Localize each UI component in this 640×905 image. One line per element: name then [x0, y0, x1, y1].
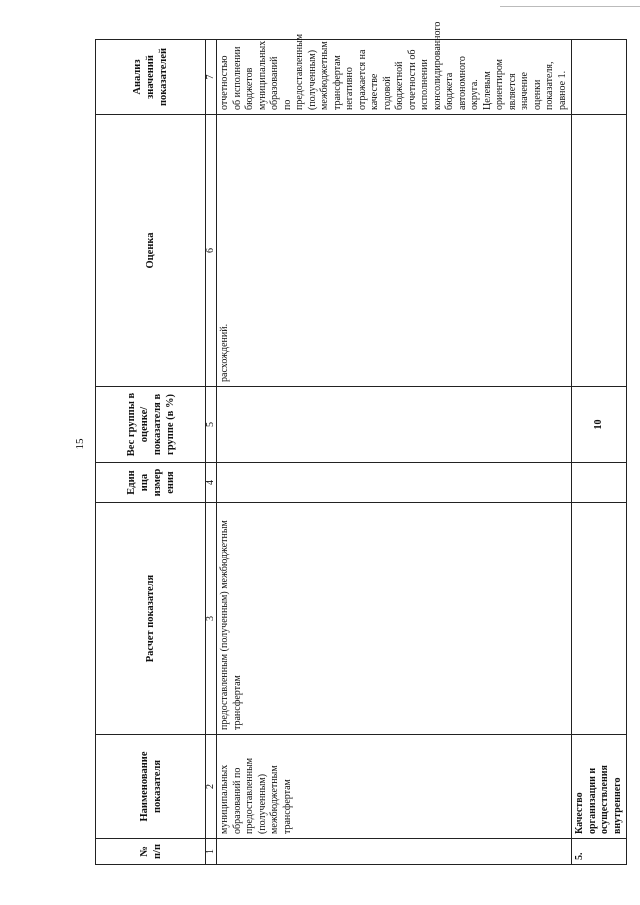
indicator-name: Качество организации и осуществления внутреннего — [572, 735, 627, 839]
header-row — [96, 40, 206, 865]
column-number: 4 — [206, 463, 217, 503]
row-number: 5. — [572, 839, 627, 865]
table-wrapper — [95, 21, 623, 865]
indicator-analysis: отчетностью об исполнении бюджетов муниципальных образований по предоставленным (полученным) межбюджетным трансфертам негативно отражается на качестве годовой бюджетной отчетности об исполнении консолидированного бюджета автономного округа. Целевым ориентиром является значение оценки показателя, равное 1. — [217, 40, 572, 115]
indicator-analysis — [572, 40, 627, 115]
table-row — [572, 40, 627, 865]
column-number: 5 — [206, 387, 217, 463]
indicator-unit — [217, 463, 572, 503]
header-col-score: Оценка — [96, 115, 206, 387]
header-col-analysis: Анализ значений показателей — [96, 40, 206, 115]
header-col-weight: Вес группы в оценке/ показателя в группе (в %) — [96, 387, 206, 463]
column-numbers-row — [206, 40, 217, 865]
column-number: 2 — [206, 735, 217, 839]
rotated-table-area — [95, 21, 623, 865]
header-col-number: № п/п — [96, 839, 206, 865]
header-col-unit: Един ица измер ения — [96, 463, 206, 503]
column-number: 6 — [206, 115, 217, 387]
indicator-calculation: предоставленным (полученным) межбюджетным трансфертам — [217, 503, 572, 735]
indicator-weight: 10 — [572, 387, 627, 463]
column-number: 7 — [206, 40, 217, 115]
header-col-calc: Расчет показателя — [96, 503, 206, 735]
indicator-name: муниципальных образований по предоставленным (полученным) межбюджетным трансфертам — [217, 735, 572, 839]
header-col-name: Наименование показателя — [96, 735, 206, 839]
column-number: 1 — [206, 839, 217, 865]
indicators-table — [95, 21, 627, 865]
table-row — [217, 40, 572, 865]
page-number: 15 — [74, 438, 86, 450]
scan-artifact-line — [500, 6, 640, 7]
column-number: 3 — [206, 503, 217, 735]
indicator-unit — [572, 463, 627, 503]
indicator-calculation — [572, 503, 627, 735]
indicator-weight — [217, 387, 572, 463]
indicator-score — [572, 115, 627, 387]
indicator-score: расхождений. — [217, 115, 572, 387]
row-number — [217, 839, 572, 865]
